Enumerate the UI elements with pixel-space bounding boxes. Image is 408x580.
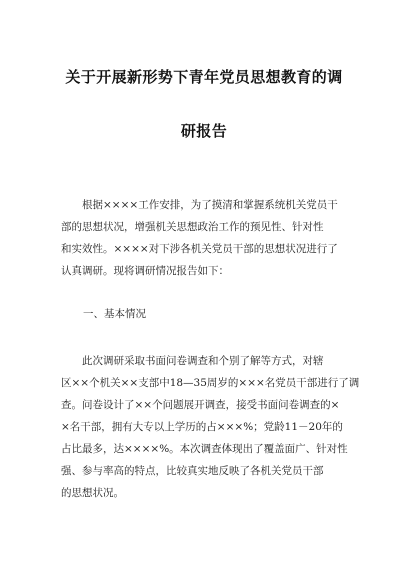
intro-line: 部的思想状况，增强机关思想政治工作的预见性、针对性 xyxy=(61,221,324,233)
intro-line: 根据××××工作安排，为了摸清和掌握系统机关党员干 xyxy=(82,199,338,211)
basic-situation-paragraph xyxy=(61,350,360,504)
body-line: 此次调研采取书面问卷调查和个别了解等方式，对辖 xyxy=(82,355,324,367)
body-line: 区××个机关××支部中18—35周岁的×××名党员干部进行了调 xyxy=(61,377,360,389)
intro-paragraph xyxy=(61,194,351,282)
body-line: 的思想状况。 xyxy=(61,487,124,499)
body-line: 占比最多，达××××%。本次调查体现出了覆盖面广、针对性 xyxy=(61,443,348,455)
body-line: ×名干部，拥有大专以上学历的占×××%；党龄11－20年的 xyxy=(61,421,343,433)
section-heading-basic-situation: 一、基本情况 xyxy=(83,308,146,320)
intro-line: 和实效性。××××对下涉各机关党员干部的思想状况进行了 xyxy=(61,243,338,255)
document-title-line-1: 关于开展新形势下青年党员思想教育的调 xyxy=(65,68,343,86)
document-title-line-2: 研报告 xyxy=(180,122,228,140)
intro-line: 认真调研。现将调研情况报告如下： xyxy=(61,265,229,277)
body-line: 强、参与率高的特点，比较真实地反映了各机关党员干部 xyxy=(61,465,324,477)
body-line: 查。问卷设计了××个问题展开调查，接受书面问卷调查的× xyxy=(61,399,340,411)
